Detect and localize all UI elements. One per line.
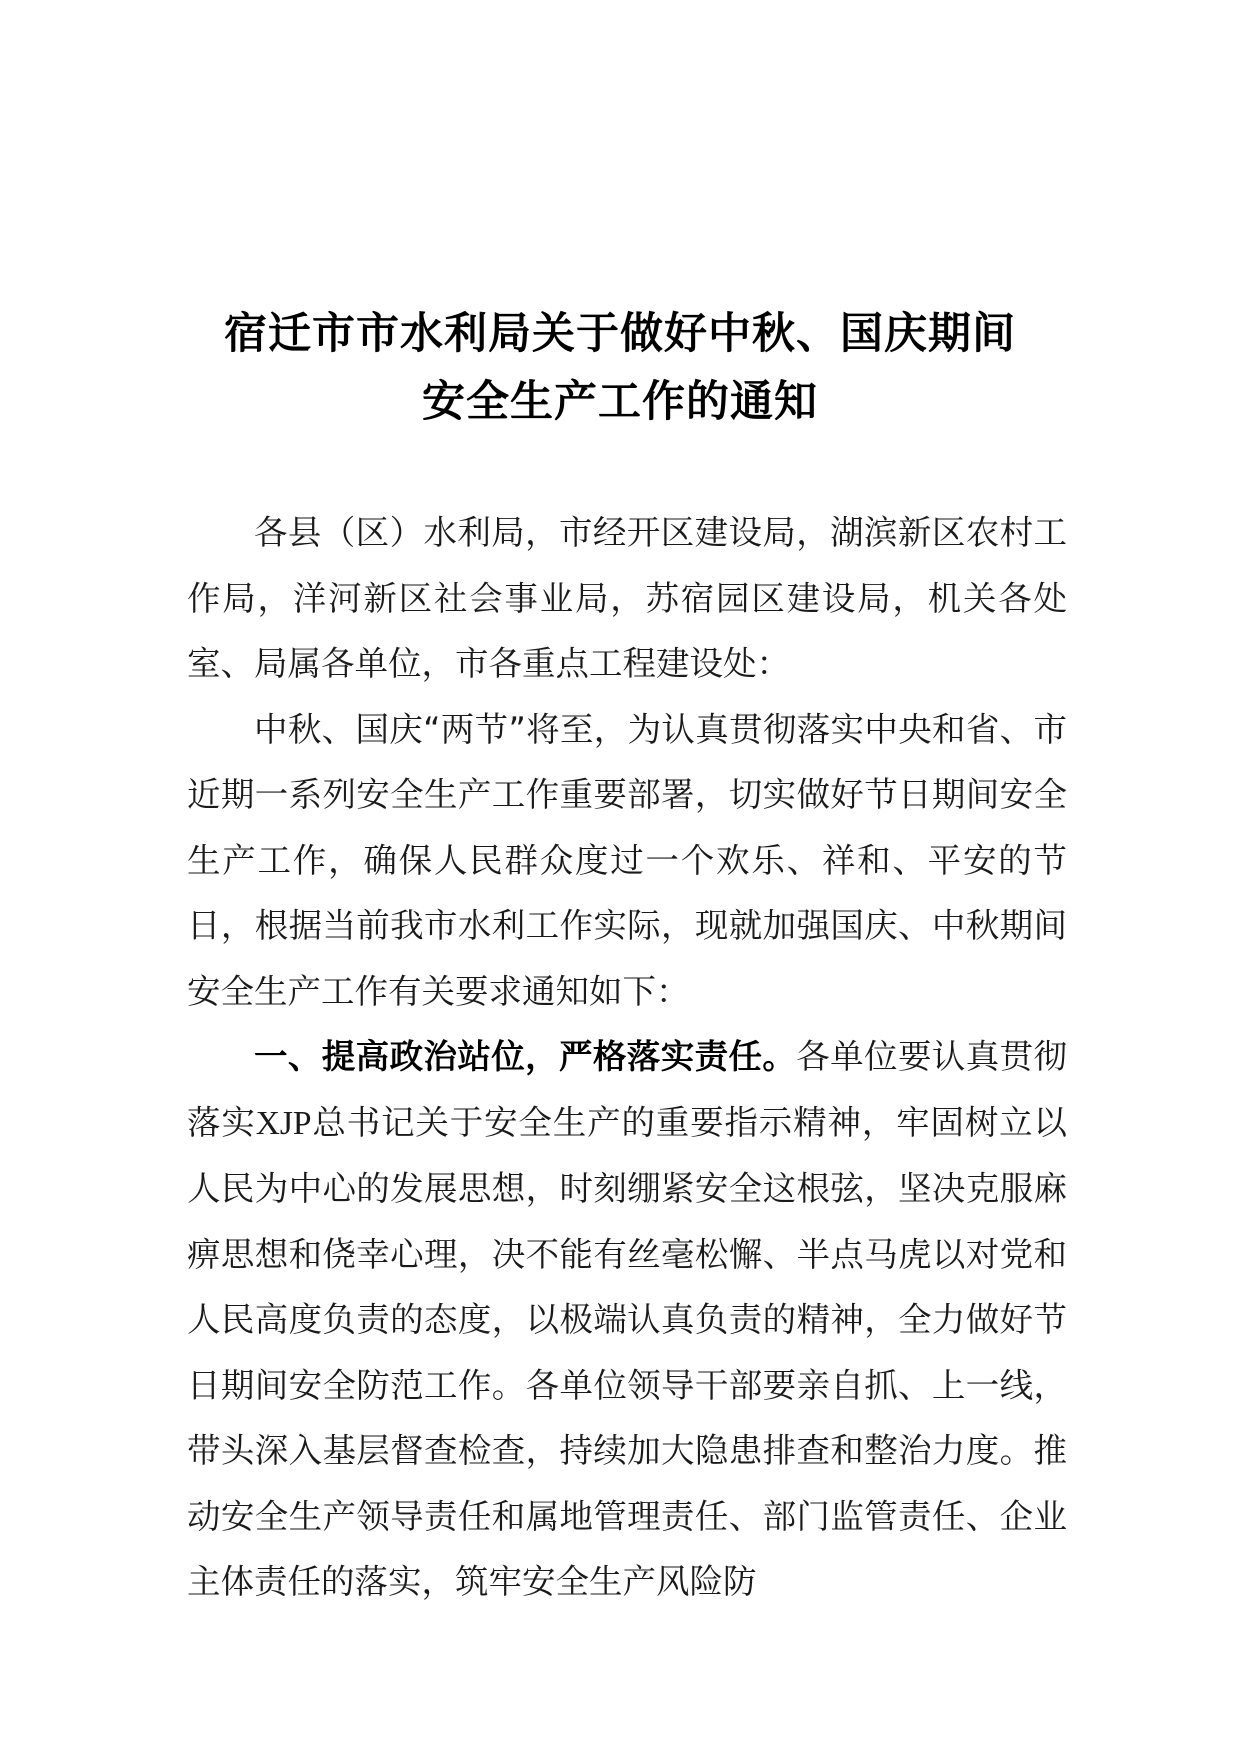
intro-paragraph: 中秋、国庆“两节”将至，为认真贯彻落实中央和省、市近期一系列安全生产工作重要部署，切实做好节日期间安全生产工作，确保人民群众度过一个欢乐、祥和、平安的节日，根据当前我市水利工作实际，现就加强国庆、中秋期间安全生产工作有关要求通知如下：	[187, 709, 1067, 1011]
section-1-text-a: 各单位要认真贯彻落实	[187, 1037, 1068, 1142]
section-1-heading: 一、提高政治站位，严格落实责任。	[254, 1037, 797, 1076]
document-body	[187, 500, 1067, 1615]
title-line-1: 宿迁市市水利局关于做好中秋、国庆期间	[224, 309, 1016, 359]
section-1-abbreviation: XJP	[255, 1104, 312, 1142]
addressee-paragraph: 各县（区）水利局，市经开区建设局，湖滨新区农村工作局，洋河新区社会事业局，苏宿园区建设局，机关各处室、局属各单位，市各重点工程建设处：	[187, 513, 1067, 683]
title-line-2: 安全生产工作的通知	[422, 377, 818, 427]
section-1-text-b: 总书记关于安全生产的重要指示精神，牢固树立以人民为中心的发展思想，时刻绷紧安全这根弦，坚决克服麻痹思想和侥幸心理，决不能有丝毫松懈、半点马虎以对党和人民高度负责的态度，以极端认真负责的精神，全力做好节日期间安全防范工作。各单位领导干部要亲自抓、上一线，带头深入基层督查检查，持续加大隐患排查和整治力度。推动安全生产领导责任和属地管理责任、部门监管责任、企业主体责任的落实，筑牢安全生产风险防	[187, 1102, 1068, 1601]
document-title	[150, 300, 1090, 436]
section-1-paragraph	[187, 1024, 1067, 1615]
